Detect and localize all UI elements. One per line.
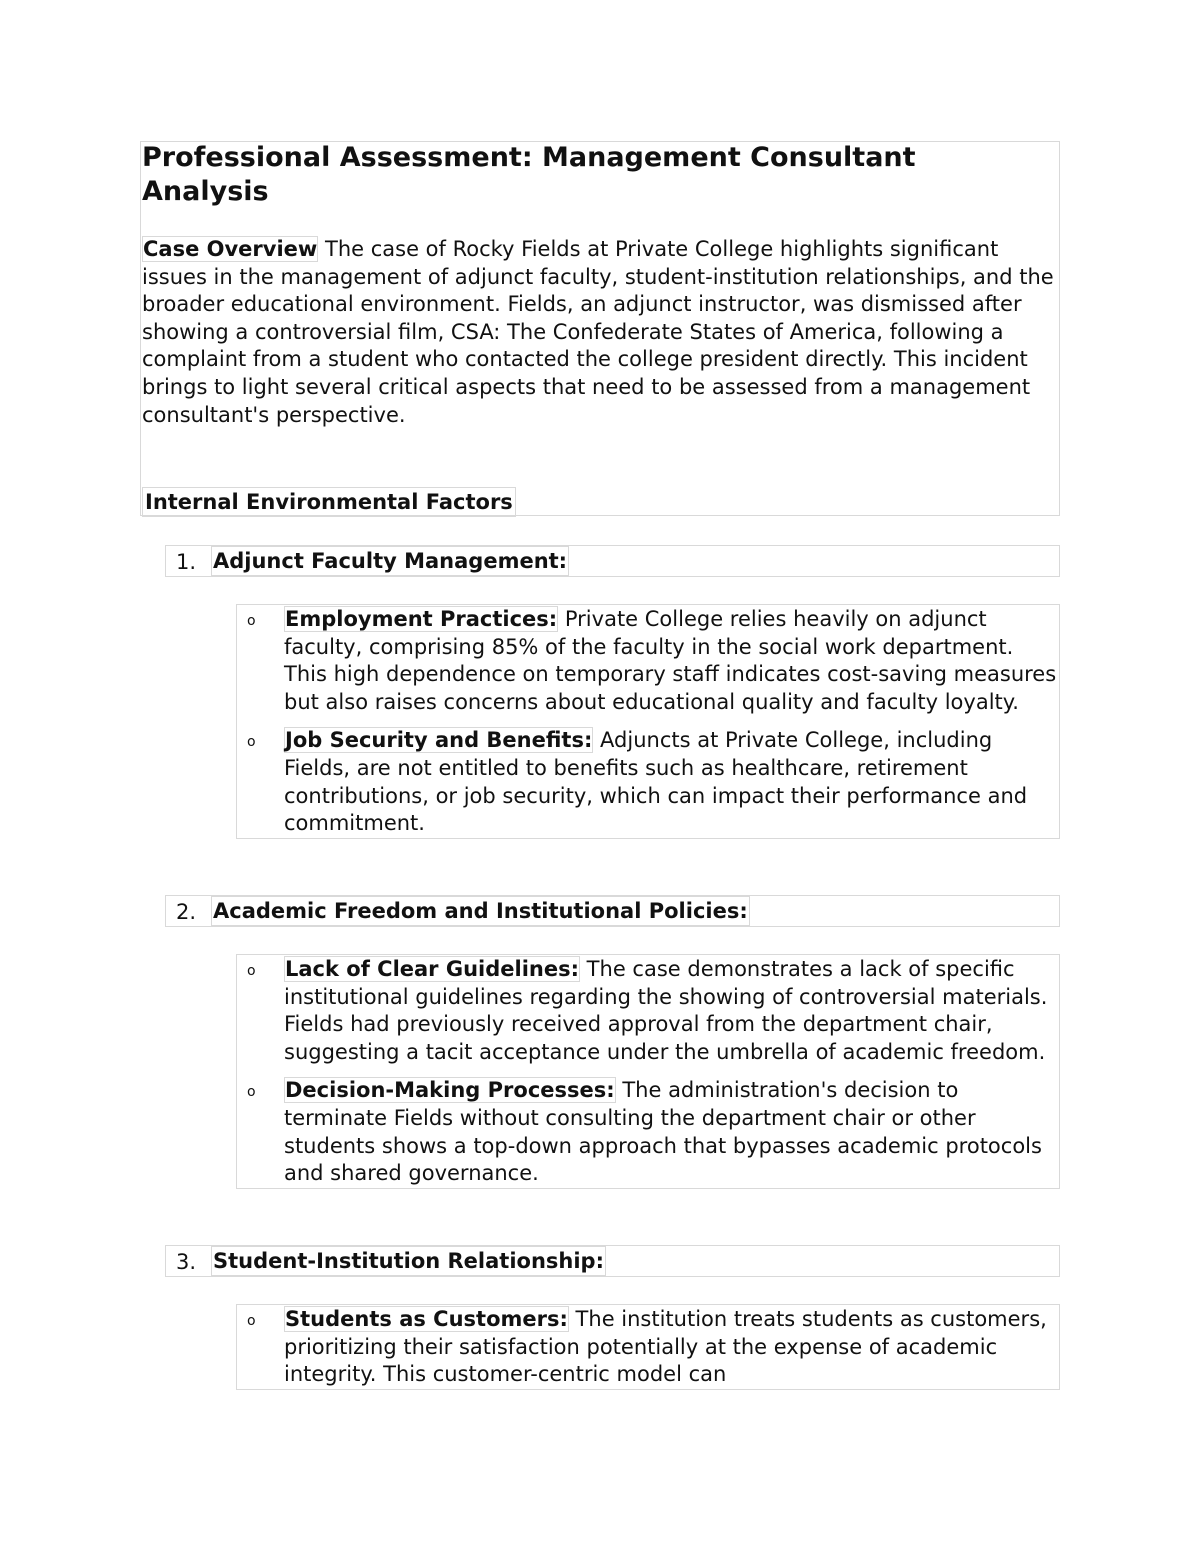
list-item-label: Decision-Making Processes: — [285, 1078, 615, 1103]
list-item — [237, 606, 1059, 716]
list-item-text: The administration's decision to terminate Fields without consulting the department chair or other students shows a top-down approach that bypasses academic protocols and shared governance. — [284, 1078, 1042, 1186]
list-item-label: Employment Practices: — [285, 607, 558, 631]
list-item-label: Lack of Clear Guidelines: — [285, 957, 579, 981]
bullet-icon: o — [247, 963, 256, 979]
item-heading: Academic Freedom and Institutional Policies: — [211, 896, 750, 926]
bullet-icon: o — [247, 1313, 256, 1329]
list-item — [237, 1306, 1059, 1389]
bullet-icon: o — [247, 734, 256, 751]
list-item-label: Job Security and Benefits: — [285, 728, 593, 753]
case-overview-paragraph — [142, 236, 1054, 429]
list-item — [237, 956, 1059, 1066]
item-number: 1. — [176, 550, 197, 574]
sub-list-2 — [236, 954, 1060, 1189]
item-number: 2. — [176, 900, 197, 924]
list-item-text: The institution treats students as customers, prioritizing their satisfaction potentially at the expense of academic integrity. This customer-centric model can — [284, 1307, 1047, 1387]
case-overview-label: Case Overview — [143, 237, 318, 261]
case-overview-text: The case of Rocky Fields at Private College highlights significant issues in the management of adjunct faculty, student-institution relationships, and the broader educational environment. Fields, an adjunct instructor, was dismissed after showing a controversial film, CSA: The Confederate States of America, following a complaint from a student who contacted the college president directly. This incident brings to light several critical aspects that need to be assessed from a management consultant's perspective. — [142, 237, 1054, 427]
numbered-item-3 — [165, 1245, 1060, 1277]
numbered-item-1 — [165, 545, 1060, 577]
item-heading: Adjunct Faculty Management: — [211, 546, 569, 576]
sub-list-1 — [236, 604, 1060, 839]
section-heading: Internal Environmental Factors — [142, 487, 516, 517]
item-heading: Student-Institution Relationship: — [211, 1246, 606, 1276]
sub-list-3 — [236, 1304, 1060, 1390]
list-item — [237, 727, 1059, 837]
list-item-text: Private College relies heavily on adjunct faculty, comprising 85% of the faculty in the social work department. This high dependence on temporary staff indicates cost-saving measures but also raises concerns about educational quality and faculty loyalty. — [284, 607, 1057, 714]
list-item — [237, 1077, 1059, 1187]
bullet-icon: o — [247, 1084, 256, 1101]
list-item-text: The case demonstrates a lack of specific institutional guidelines regarding the showing of controversial materials. Fields had previously received approval from the department chair, suggesting a tacit acceptance under the umbrella of academic freedom. — [284, 957, 1048, 1064]
bullet-icon: o — [247, 613, 256, 629]
list-item-label: Students as Customers: — [285, 1307, 568, 1331]
document-title: Professional Assessment: Management Consultant Analysis — [142, 142, 916, 207]
list-item-text: Adjuncts at Private College, including Fields, are not entitled to benefits such as healthcare, retirement contributions, or job security, which can impact their performance and commitment. — [284, 728, 1028, 836]
item-number: 3. — [176, 1250, 197, 1274]
numbered-item-2 — [165, 895, 1060, 927]
